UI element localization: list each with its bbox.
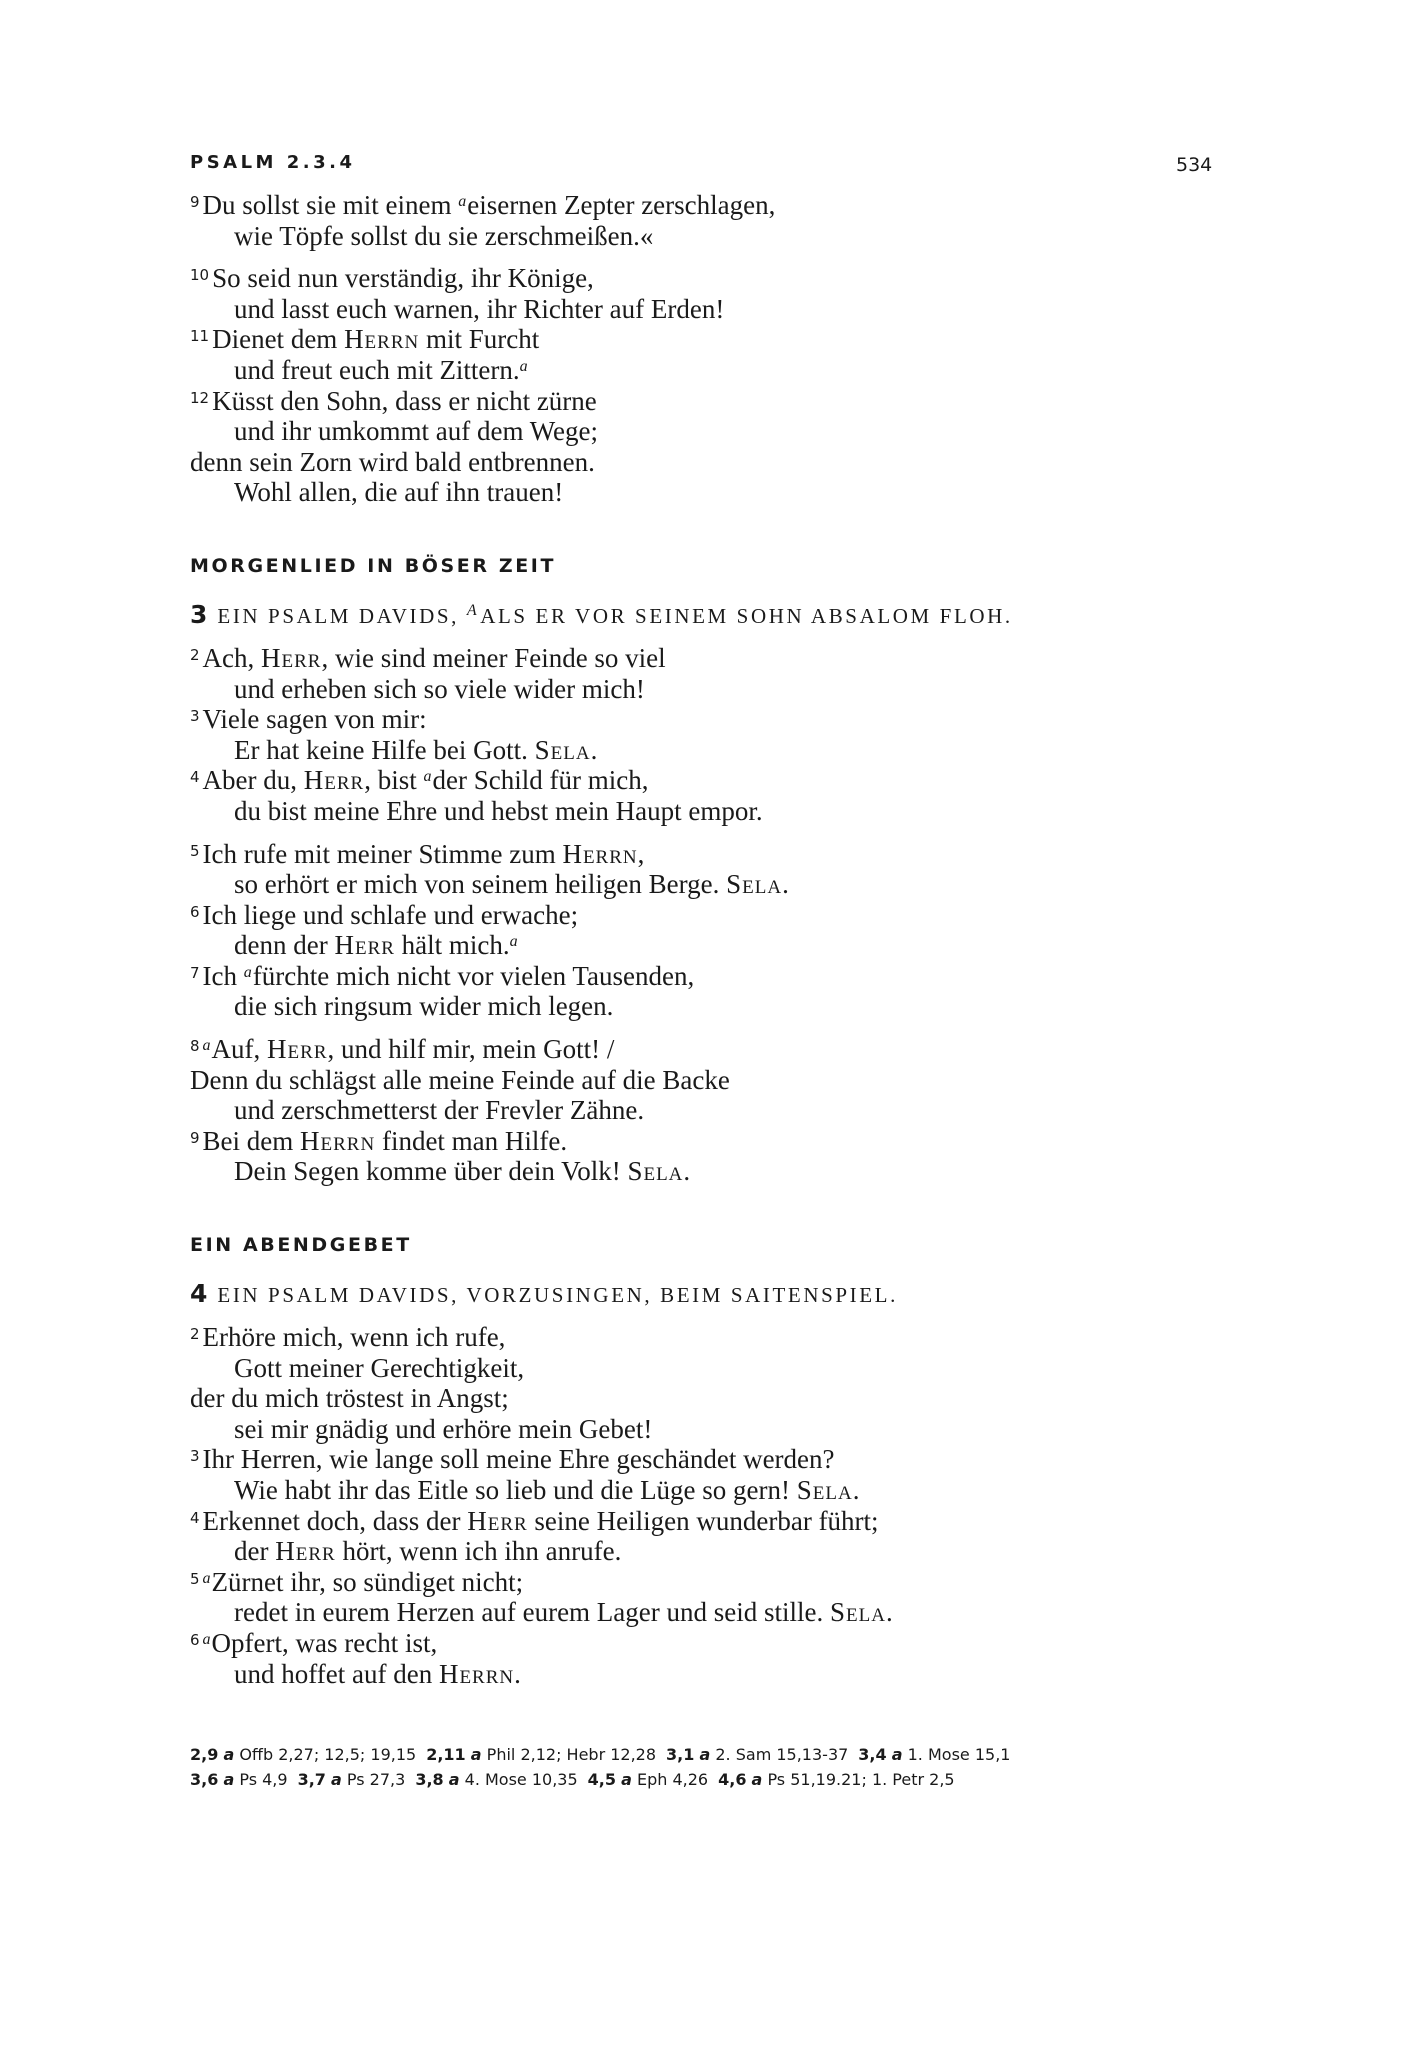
verse-number: 3 bbox=[190, 1447, 200, 1466]
verse-text: hört, wenn ich ihn anrufe. bbox=[335, 1536, 622, 1567]
footnote-entry bbox=[718, 1770, 955, 1789]
footnote-reference: 3,4 bbox=[858, 1745, 887, 1764]
small-caps-word: Sela bbox=[726, 869, 783, 900]
verse-text: hält mich. bbox=[394, 930, 510, 961]
verse-line bbox=[190, 1597, 1250, 1628]
verse-text: und hoffet auf den bbox=[234, 1658, 439, 1689]
verse-line bbox=[190, 704, 1250, 735]
verse-line bbox=[190, 416, 1250, 447]
verse-text: Wohl allen, die auf ihn trauen! bbox=[234, 477, 564, 508]
verse-text: Aber du, bbox=[202, 765, 304, 796]
verse-text: EIN PSALM DAVIDS, VORZUSINGEN, BEIM SAITENSPIEL. bbox=[217, 1283, 898, 1308]
footnote-reference: 4,6 bbox=[718, 1770, 747, 1789]
stanza-gap bbox=[190, 827, 1250, 839]
verse-line bbox=[190, 1414, 1250, 1445]
footnotes bbox=[190, 1742, 1290, 1792]
verse-text: der Schild für mich, bbox=[432, 765, 649, 796]
verse-text: Bei dem bbox=[202, 1125, 301, 1156]
verse-text: Erhöre mich, wenn ich rufe, bbox=[202, 1322, 506, 1353]
verse-number: 11 bbox=[190, 327, 210, 346]
verse-text: Ach, bbox=[202, 642, 262, 673]
verse-line bbox=[190, 386, 1250, 417]
footnote-text: Eph 4,26 bbox=[636, 1770, 709, 1789]
small-caps-word: Herr bbox=[267, 1034, 328, 1065]
section-heading: EIN ABENDGEBET bbox=[190, 1234, 412, 1257]
footnote-marker: a bbox=[448, 1770, 460, 1789]
footnote-reference: 3,8 bbox=[415, 1770, 444, 1789]
footnote-marker: a bbox=[699, 1745, 711, 1764]
psalm-text bbox=[190, 190, 1250, 1689]
footnote-marker: a bbox=[202, 1037, 211, 1055]
footnote-line bbox=[190, 1767, 1290, 1792]
footnote-reference: 2,9 bbox=[190, 1745, 219, 1764]
verse-line bbox=[190, 1383, 1250, 1414]
small-caps-word: Herr bbox=[334, 930, 395, 961]
psalm-superscription bbox=[190, 1279, 1250, 1310]
footnote-marker: a bbox=[509, 933, 518, 951]
verse-text: und ihr umkommt auf dem Wege; bbox=[234, 416, 599, 447]
verse-text: Erkennet doch, dass der bbox=[202, 1505, 468, 1536]
verse-text: mit Furcht bbox=[419, 324, 540, 355]
verse-text: Viele sagen von mir: bbox=[202, 704, 427, 735]
footnote-marker: a bbox=[331, 1770, 342, 1789]
verse-text: und zerschmetterst der Frevler Zähne. bbox=[234, 1095, 645, 1126]
verse-line bbox=[190, 355, 1250, 386]
verse-line bbox=[190, 190, 1250, 221]
verse-number: 6 bbox=[190, 1630, 200, 1649]
verse-text: . bbox=[683, 1156, 691, 1187]
verse-text: Dienet dem bbox=[212, 324, 345, 355]
verse-number: 2 bbox=[190, 645, 200, 664]
footnote-entry bbox=[858, 1745, 1010, 1764]
stanza-gap bbox=[190, 251, 1250, 263]
footnote-text: Ps 51,19.21; 1. Petr 2,5 bbox=[767, 1770, 955, 1789]
verse-text: Opfert, was recht ist, bbox=[211, 1627, 438, 1658]
small-caps-word: Sela bbox=[534, 734, 591, 765]
verse-line bbox=[190, 1034, 1250, 1065]
verse-number: 9 bbox=[190, 1128, 200, 1147]
footnote-text: Phil 2,12; Hebr 12,28 bbox=[486, 1745, 657, 1764]
verse-line bbox=[190, 735, 1250, 766]
footnote-text: 2. Sam 15,13-37 bbox=[715, 1745, 849, 1764]
verse-line bbox=[190, 1659, 1250, 1690]
verse-number: 8 bbox=[190, 1037, 200, 1056]
verse-line bbox=[190, 869, 1250, 900]
verse-number: 4 bbox=[190, 768, 200, 787]
small-caps-word: Sela bbox=[830, 1597, 886, 1628]
verse-line bbox=[190, 991, 1250, 1022]
verse-line bbox=[190, 643, 1250, 674]
verse-number: 4 bbox=[190, 1508, 200, 1527]
footnote-reference: 3,6 bbox=[190, 1770, 219, 1789]
footnote-marker: a bbox=[621, 1770, 632, 1789]
footnote-reference: 2,11 bbox=[426, 1745, 466, 1764]
footnote-marker: a bbox=[202, 1569, 211, 1587]
footnote-text: 4. Mose 10,35 bbox=[464, 1770, 578, 1789]
verse-line bbox=[190, 796, 1250, 827]
verse-number: 7 bbox=[190, 963, 200, 982]
footnote-text: Ps 27,3 bbox=[346, 1770, 406, 1789]
verse-text: Ich rufe mit meiner Stimme zum bbox=[202, 838, 563, 869]
verse-line bbox=[190, 263, 1250, 294]
verse-text: der bbox=[234, 1536, 276, 1567]
verse-text: und freut euch mit Zittern. bbox=[234, 354, 520, 385]
verse-line bbox=[190, 930, 1250, 961]
footnote-marker: A bbox=[466, 601, 480, 619]
verse-text: Wie habt ihr das Eitle so lieb und die Lüge so gern! bbox=[234, 1475, 797, 1505]
verse-line bbox=[190, 1126, 1250, 1157]
verse-line bbox=[190, 1322, 1250, 1353]
verse-line bbox=[190, 765, 1250, 796]
section-heading: MORGENLIED IN BÖSER ZEIT bbox=[190, 554, 557, 577]
verse-text: , und hilf mir, mein Gott! / bbox=[327, 1034, 615, 1065]
footnote-marker: a bbox=[891, 1745, 903, 1764]
verse-line bbox=[190, 1065, 1250, 1096]
verse-text: seine Heiligen wunderbar führt; bbox=[527, 1505, 879, 1536]
verse-line bbox=[190, 1444, 1250, 1475]
verse-line bbox=[190, 477, 1250, 508]
verse-number: 10 bbox=[190, 266, 210, 285]
footnote-marker: a bbox=[223, 1745, 235, 1764]
psalm-superscription bbox=[190, 600, 1250, 631]
footnote-marker: a bbox=[223, 1770, 235, 1789]
verse-text: Ihr Herren, wie lange soll meine Ehre geschändet werden? bbox=[202, 1444, 835, 1475]
verse-text: . bbox=[782, 869, 789, 900]
verse-text: Auf, bbox=[211, 1034, 268, 1065]
footnote-entry bbox=[190, 1745, 416, 1764]
small-caps-word: Herr bbox=[467, 1505, 528, 1536]
footnote-reference: 4,5 bbox=[587, 1770, 616, 1789]
verse-text: redet in eurem Herzen auf eurem Lager und seid stille. bbox=[234, 1597, 830, 1628]
verse-text: denn sein Zorn wird bald entbrennen. bbox=[190, 446, 595, 477]
verse-text: , wie sind meiner Feinde so viel bbox=[321, 642, 666, 673]
verse-text: . bbox=[852, 1475, 860, 1505]
verse-text: und erheben sich so viele wider mich! bbox=[234, 673, 645, 704]
verse-line bbox=[190, 1475, 1250, 1506]
small-caps-word: Herrn bbox=[344, 324, 420, 355]
verse-text: Gott meiner Gerechtigkeit, bbox=[234, 1352, 525, 1383]
verse-text: fürchte mich nicht vor vielen Tausenden, bbox=[252, 960, 695, 991]
verse-line bbox=[190, 294, 1250, 325]
footnote-entry bbox=[666, 1745, 848, 1764]
footnote-entry bbox=[588, 1770, 708, 1789]
verse-line bbox=[190, 900, 1250, 931]
small-caps-word: Herr bbox=[261, 642, 322, 673]
verse-text: , bbox=[637, 838, 645, 869]
page-number: 534 bbox=[1176, 154, 1213, 176]
verse-number: 3 bbox=[190, 707, 200, 726]
verse-line bbox=[190, 1156, 1250, 1187]
verse-line bbox=[190, 1536, 1250, 1567]
small-caps-word: Herrn bbox=[438, 1658, 515, 1689]
verse-line bbox=[190, 447, 1250, 478]
verse-line bbox=[190, 674, 1250, 705]
verse-text: Er hat keine Hilfe bei Gott. bbox=[234, 734, 535, 765]
running-head: PSALM 2.3.4 bbox=[190, 152, 356, 173]
footnote-text: 1. Mose 15,1 bbox=[907, 1745, 1011, 1764]
small-caps-word: Herr bbox=[275, 1536, 336, 1567]
verse-line bbox=[190, 839, 1250, 870]
verse-text: . bbox=[514, 1658, 521, 1689]
verse-text: Denn du schlägst alle meine Feinde auf die Backe bbox=[190, 1064, 730, 1095]
verse-text: die sich ringsum wider mich legen. bbox=[234, 991, 614, 1022]
verse-line bbox=[190, 961, 1250, 992]
verse-text: der du mich tröstest in Angst; bbox=[190, 1383, 509, 1414]
footnote-entry bbox=[190, 1770, 288, 1789]
verse-number: 5 bbox=[190, 841, 200, 860]
footnote-marker: a bbox=[519, 357, 528, 375]
verse-number: 5 bbox=[190, 1569, 200, 1588]
footnote-entry bbox=[426, 1745, 656, 1764]
verse-text: so erhört er mich von seinem heiligen Berge. bbox=[234, 869, 727, 900]
footnote-reference: 3,1 bbox=[666, 1745, 695, 1764]
footnote-marker: a bbox=[243, 963, 252, 981]
stanza-gap bbox=[190, 1022, 1250, 1034]
verse-line bbox=[190, 1353, 1250, 1384]
footnote-marker: a bbox=[470, 1745, 482, 1764]
verse-text: EIN PSALM DAVIDS, bbox=[217, 603, 467, 628]
verse-line bbox=[190, 1628, 1250, 1659]
verse-text: Ich liege und schlafe und erwache; bbox=[202, 899, 579, 930]
psalm-number: 3 bbox=[190, 599, 208, 629]
verse-line bbox=[190, 324, 1250, 355]
verse-number: 9 bbox=[190, 193, 200, 211]
small-caps-word: Sela bbox=[627, 1156, 684, 1187]
footnote-text: Ps 4,9 bbox=[239, 1770, 288, 1789]
verse-text: eisernen Zepter zerschlagen, bbox=[467, 190, 776, 220]
small-caps-word: Sela bbox=[796, 1475, 853, 1505]
verse-line bbox=[190, 221, 1250, 252]
small-caps-word: Herrn bbox=[300, 1125, 376, 1156]
verse-line bbox=[190, 1567, 1250, 1598]
footnote-text: Offb 2,27; 12,5; 19,15 bbox=[239, 1745, 417, 1764]
verse-line bbox=[190, 1095, 1250, 1126]
verse-text: . bbox=[885, 1597, 893, 1628]
verse-text: du bist meine Ehre und hebst mein Haupt empor. bbox=[234, 795, 763, 826]
footnote-entry bbox=[415, 1770, 577, 1789]
small-caps-word: Herrn bbox=[562, 838, 638, 869]
verse-text: Ich bbox=[202, 960, 244, 991]
verse-text: . bbox=[590, 734, 598, 765]
verse-text: und lasst euch warnen, ihr Richter auf Erden! bbox=[234, 293, 725, 324]
verse-text: ALS ER VOR SEINEM SOHN ABSALOM FLOH. bbox=[480, 603, 1013, 628]
verse-text: findet man Hilfe. bbox=[375, 1125, 568, 1156]
verse-text: Du sollst sie mit einem bbox=[202, 190, 459, 220]
verse-text: Dein Segen komme über dein Volk! bbox=[234, 1156, 628, 1187]
footnote-entry bbox=[298, 1770, 406, 1789]
verse-text: So seid nun verständig, ihr Könige, bbox=[212, 263, 594, 294]
verse-number: 6 bbox=[190, 902, 200, 921]
psalm-number: 4 bbox=[190, 1279, 208, 1309]
verse-line bbox=[190, 1506, 1250, 1537]
verse-text: Küsst den Sohn, dass er nicht zürne bbox=[212, 385, 597, 416]
verse-text: sei mir gnädig und erhöre mein Gebet! bbox=[234, 1413, 653, 1444]
verse-text: Zürnet ihr, so sündiget nicht; bbox=[211, 1566, 524, 1597]
verse-number: 2 bbox=[190, 1325, 200, 1344]
verse-text: , bist bbox=[364, 765, 424, 796]
footnote-marker: a bbox=[202, 1630, 211, 1648]
footnote-marker: a bbox=[423, 768, 432, 786]
verse-text: wie Töpfe sollst du sie zerschmeißen.« bbox=[234, 220, 654, 251]
footnote-reference: 3,7 bbox=[297, 1770, 326, 1789]
footnote-marker: a bbox=[751, 1770, 763, 1789]
footnote-line bbox=[190, 1742, 1290, 1767]
verse-number: 12 bbox=[190, 388, 210, 407]
small-caps-word: Herr bbox=[303, 765, 365, 796]
footnote-marker: a bbox=[458, 193, 467, 210]
verse-text: denn der bbox=[234, 930, 335, 961]
